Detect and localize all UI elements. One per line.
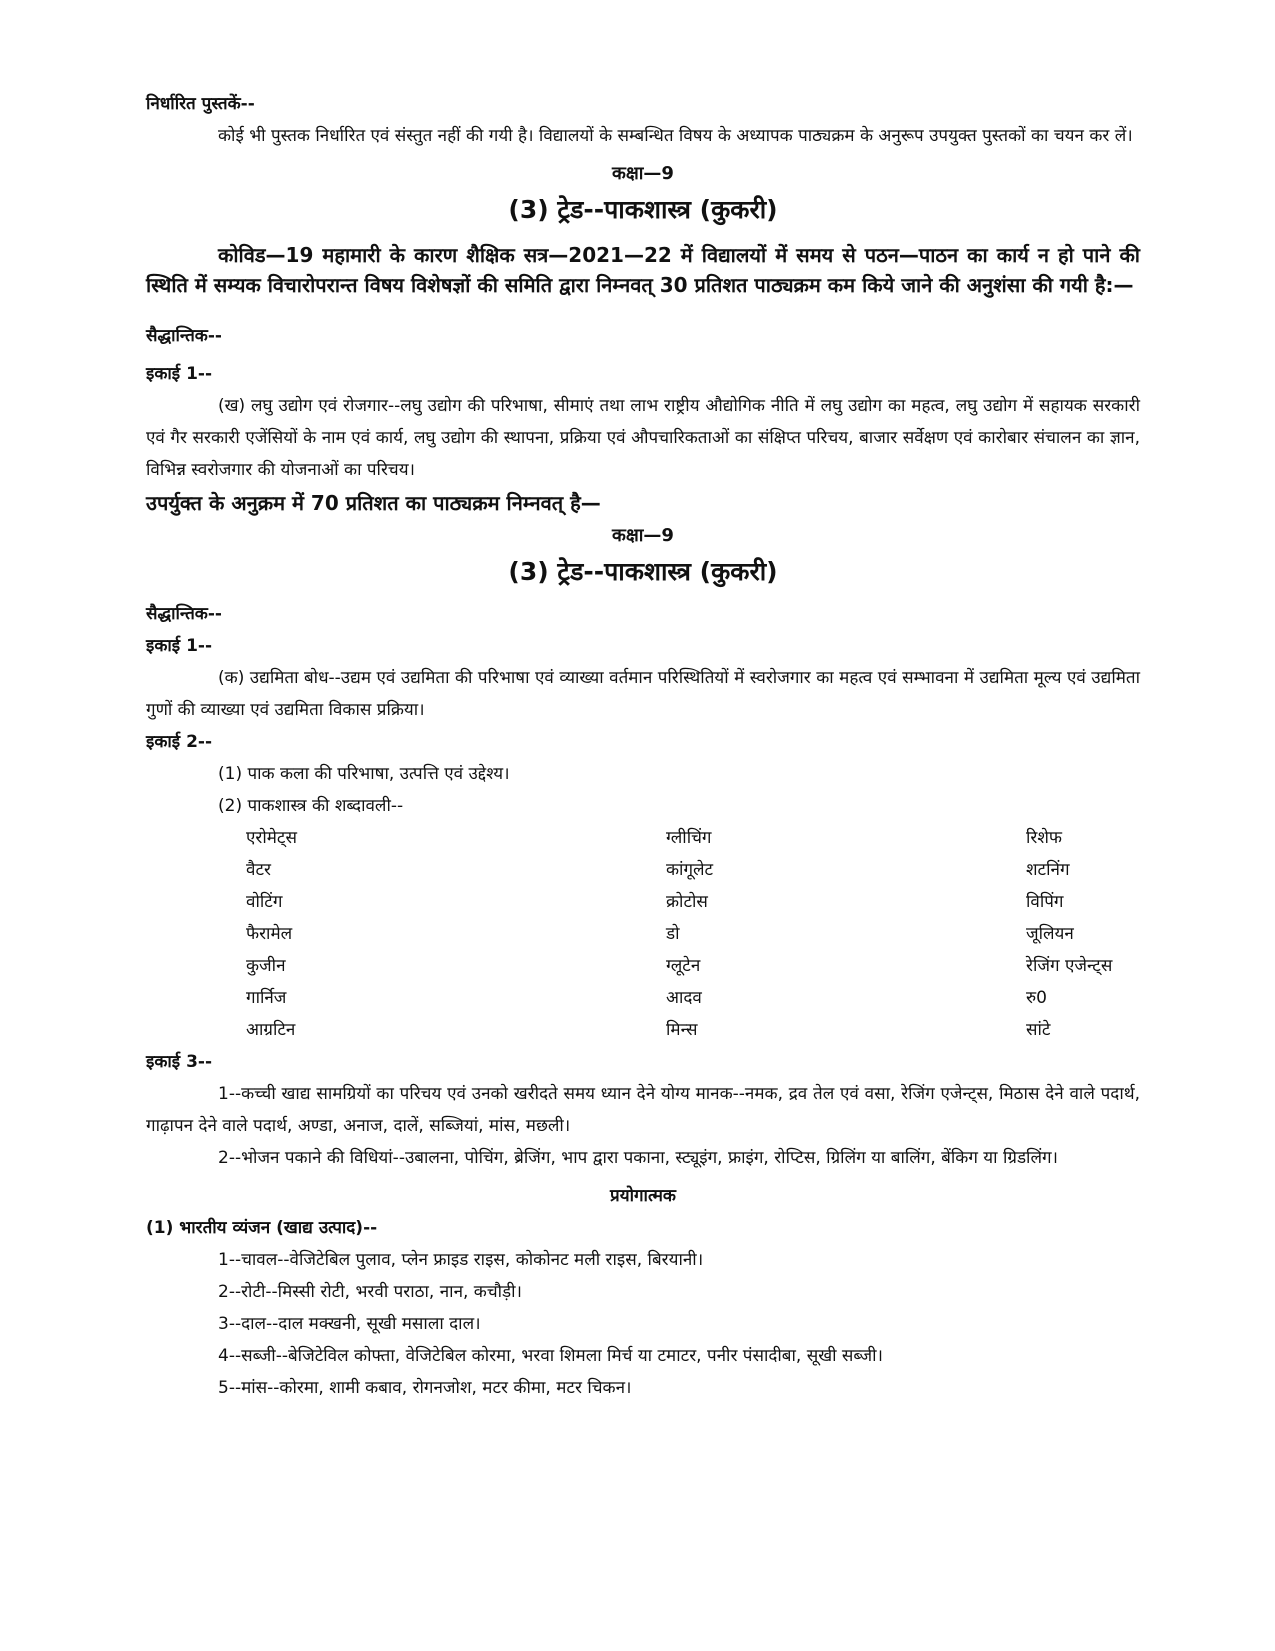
document-page xyxy=(146,88,1140,1404)
unit2-heading: इकाई 2-- xyxy=(146,732,213,752)
glossary-term: आग्रटिन xyxy=(246,1020,296,1040)
transition-heading: उपर्युक्त के अनुक्रम में 70 प्रतिशत का पाठ्यक्रम निम्नवत् है— xyxy=(146,491,601,515)
unit1-heading: इकाई 1-- xyxy=(146,364,213,384)
trade-title-2: (3) ट्रेड--पाकशास्त्र (कुकरी) xyxy=(508,557,778,586)
unit3-item-1: 1--कच्ची खाद्य सामग्रियों का परिचय एवं उनको खरीदते समय ध्यान देने योग्य मानक--नमक, द्रव तेल एवं वसा, रेजिंग एजेन्ट्स, मिठास देने वाले पदार्थ, गाढ़ापन देने वाले पदार्थ, अण्डा, अनाज, दालें, सब्जियां, मांस, मछली। xyxy=(146,1084,1140,1136)
theory-heading-2: सैद्धान्तिक-- xyxy=(146,604,222,624)
glossary-term: सांटे xyxy=(1026,1020,1051,1040)
glossary-term: गार्निज xyxy=(246,988,287,1008)
books-text: कोई भी पुस्तक निर्धारित एवं संस्तुत नहीं की गयी है। विद्यालयों के सम्बन्धित विषय के अध्यापक पाठ्यक्रम के अनुरूप उपयुक्त पुस्तकों का चयन कर लें। xyxy=(218,126,1133,146)
glossary-term: ग्लूटेन xyxy=(666,956,701,976)
glossary-term: आदव xyxy=(666,988,702,1008)
unit2-item-2: (2) पाकशास्त्र की शब्दावली-- xyxy=(218,796,404,816)
glossary-term: शटनिंग xyxy=(1026,860,1070,880)
class-label-2: कक्षा—9 xyxy=(612,525,674,546)
dish-item: 1--चावल--वेजिटेबिल पुलाव, प्लेन फ्राइड राइस, कोकोनट मली राइस, बिरयानी। xyxy=(218,1250,704,1270)
glossary-term: एरोमेट्स xyxy=(246,828,297,848)
class-label: कक्षा—9 xyxy=(612,163,674,184)
glossary-grid xyxy=(146,822,1140,1046)
glossary-term: जूलियन xyxy=(1026,924,1074,944)
unit2-item-1: (1) पाक कला की परिभाषा, उत्पत्ति एवं उद्देश्य। xyxy=(218,764,510,784)
dish-item: 2--रोटी--मिस्सी रोटी, भरवी पराठा, नान, कचौड़ी। xyxy=(218,1282,523,1302)
practical-heading: प्रयोगात्मक xyxy=(610,1186,676,1206)
glossary-term: रु0 xyxy=(1026,988,1047,1008)
glossary-term: विपिंग xyxy=(1026,892,1064,912)
unit3-item-2: 2--भोजन पकाने की विधियां--उबालना, पोचिंग, ब्रेजिंग, भाप द्वारा पकाना, स्ट्यूइंग, फ्राइंग, रोप्टिस, ग्रिलिंग या बालिंग, बेंकिग या ग्रिडलिंग। xyxy=(218,1148,1058,1168)
glossary-term: फैरामेल xyxy=(246,924,293,944)
unit1-text: (क) उद्यमिता बोध--उद्यम एवं उद्यमिता की परिभाषा एवं व्याख्या वर्तमान परिस्थितियों में स्वरोजगार का महत्व एवं सम्भावना में उद्यमिता मूल्य एवं उद्यमिता गुणों की व्याख्या एवं उद्यमिता विकास प्रक्रिया। xyxy=(146,668,1140,720)
glossary-term: रिशेफ xyxy=(1026,828,1063,848)
glossary-term: वैटर xyxy=(246,860,271,880)
books-heading: निर्धारित पुस्तकें-- xyxy=(146,94,255,114)
glossary-term: कुजीन xyxy=(246,956,286,976)
indian-dishes-heading: (1) भारतीय व्यंजन (खाद्य उत्पाद)-- xyxy=(146,1218,378,1238)
glossary-term: डो xyxy=(666,924,680,944)
dish-item: 4--सब्जी--बेजिटेविल कोफ्ता, वेजिटेबिल कोरमा, भरवा शिमला मिर्च या टमाटर, पनीर पंसादीबा, सूखी सब्जी। xyxy=(218,1346,883,1366)
unit1-reduced-text: (ख) लघु उद्योग एवं रोजगार--लघु उद्योग की परिभाषा, सीमाएं तथा लाभ राष्ट्रीय औद्योगिक नीति में लघु उद्योग का महत्व, लघु उद्योग में सहायक सरकारी एवं गैर सरकारी एजेंसियों के नाम एवं कार्य, लघु उद्योग की स्थापना, प्रक्रिया एवं औपचारिकताओं का संक्षिप्त परिचय, बाजार सर्वेक्षण एवं कारोबार संचालन का ज्ञान, विभिन्न स्वरोजगार की योजनाओं का परिचय। xyxy=(146,396,1140,480)
glossary-term: मिन्स xyxy=(666,1020,698,1040)
dish-item: 3--दाल--दाल मक्खनी, सूखी मसाला दाल। xyxy=(218,1314,481,1334)
glossary-term: ग्लीचिंग xyxy=(666,828,712,848)
covid-notice: कोविड—19 महामारी के कारण शैक्षिक सत्र—2021—22 में विद्यालयों में समय से पठन—पाठन का कार्य न हो पाने की स्थिति में सम्यक विचारोपरान्त विषय विशेषज्ञों की समिति द्वारा निम्नवत् 30 प्रतिशत पाठ्यक्रम कम किये जाने की अनुशंसा की गयी है:— xyxy=(146,243,1140,297)
unit3-heading: इकाई 3-- xyxy=(146,1052,213,1072)
glossary-term: कांगूलेट xyxy=(666,860,714,880)
unit1-heading-2: इकाई 1-- xyxy=(146,636,213,656)
trade-title: (3) ट्रेड--पाकशास्त्र (कुकरी) xyxy=(508,195,778,224)
theory-heading: सैद्धान्तिक-- xyxy=(146,326,222,346)
dish-item: 5--मांस--कोरमा, शामी कबाव, रोगनजोश, मटर कीमा, मटर चिकन। xyxy=(218,1378,632,1398)
glossary-term: वोटिंग xyxy=(246,892,283,912)
glossary-term: क्रोटोस xyxy=(666,892,708,912)
glossary-term: रेजिंग एजेन्ट्स xyxy=(1026,956,1113,976)
